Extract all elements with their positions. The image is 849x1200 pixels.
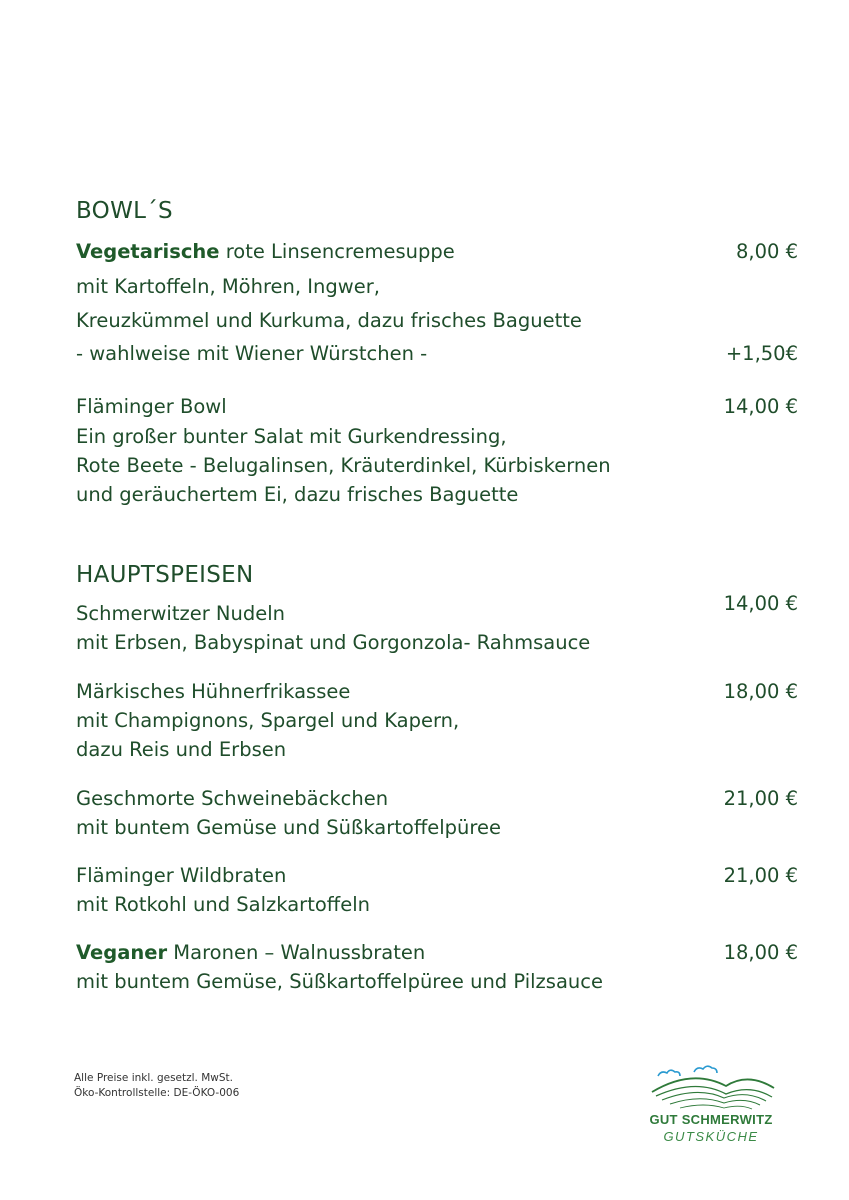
menu-item-price: 18,00 € (723, 680, 798, 703)
menu-item-price: 21,00 € (723, 864, 798, 887)
logo-subtitle: GUTSKÜCHE (663, 1129, 759, 1144)
menu-item-description-line: mit Erbsen, Babyspinat und Gorgonzola- Rahmsauce (76, 631, 591, 654)
menu-item-description-line: mit Kartoffeln, Möhren, Ingwer, (76, 275, 380, 298)
menu-item-title: Fläminger Wildbraten (76, 864, 287, 887)
menu-item-description-line: Kreuzkümmel und Kurkuma, dazu frisches Baguette (76, 309, 582, 332)
menu-item-description-line: mit buntem Gemüse und Süßkartoffelpüree (76, 816, 501, 839)
menu-item-bold-prefix: Vegetarische (76, 240, 220, 263)
menu-item-price: 14,00 € (723, 592, 798, 615)
menu-item-description-line: Ein großer bunter Salat mit Gurkendressing, (76, 425, 507, 448)
menu-item-title: Märkisches Hühnerfrikassee (76, 680, 351, 703)
menu-item-description-line: dazu Reis und Erbsen (76, 738, 287, 761)
menu-item-description-line: mit buntem Gemüse, Süßkartoffelpüree und Pilzsauce (76, 970, 603, 993)
menu-item-price: 8,00 € (735, 240, 798, 263)
menu-item-option-price: +1,50€ (725, 342, 798, 365)
menu-item-title: Schmerwitzer Nudeln (76, 602, 286, 625)
menu-item-title-rest: rote Linsencremesuppe (219, 240, 455, 263)
menu-item-title-rest: Maronen – Walnussbraten (167, 941, 426, 964)
logo-name: GUT SCHMERWITZ (649, 1112, 773, 1127)
section-heading-bowls: BOWL´S (76, 198, 173, 224)
menu-item-description-line: mit Champignons, Spargel und Kapern, (76, 709, 460, 732)
footer-organic-control-note: Öko-Kontrollstelle: DE-ÖKO-006 (74, 1087, 240, 1099)
menu-item-title: Geschmorte Schweinebäckchen (76, 787, 389, 810)
footer-vat-note: Alle Preise inkl. gesetzl. MwSt. (74, 1072, 233, 1084)
gut-schmerwitz-logo (636, 1058, 786, 1148)
menu-item-price: 14,00 € (723, 395, 798, 418)
logo-landscape-icon (636, 1058, 786, 1114)
menu-item-title: Fläminger Bowl (76, 395, 227, 418)
menu-item-title (76, 240, 455, 263)
menu-item-description-line: mit Rotkohl und Salzkartoffeln (76, 893, 370, 916)
menu-item-bold-prefix: Veganer (76, 941, 168, 964)
menu-item-description-line: Rote Beete - Belugalinsen, Kräuterdinkel, Kürbiskernen (76, 454, 611, 477)
section-heading-hauptspeisen: HAUPTSPEISEN (76, 562, 254, 588)
menu-item-option: - wahlweise mit Wiener Würstchen - (76, 342, 428, 365)
menu-item-price: 18,00 € (723, 941, 798, 964)
menu-item-title (76, 941, 425, 964)
menu-item-description-line: und geräuchertem Ei, dazu frisches Baguette (76, 483, 519, 506)
menu-item-price: 21,00 € (723, 787, 798, 810)
